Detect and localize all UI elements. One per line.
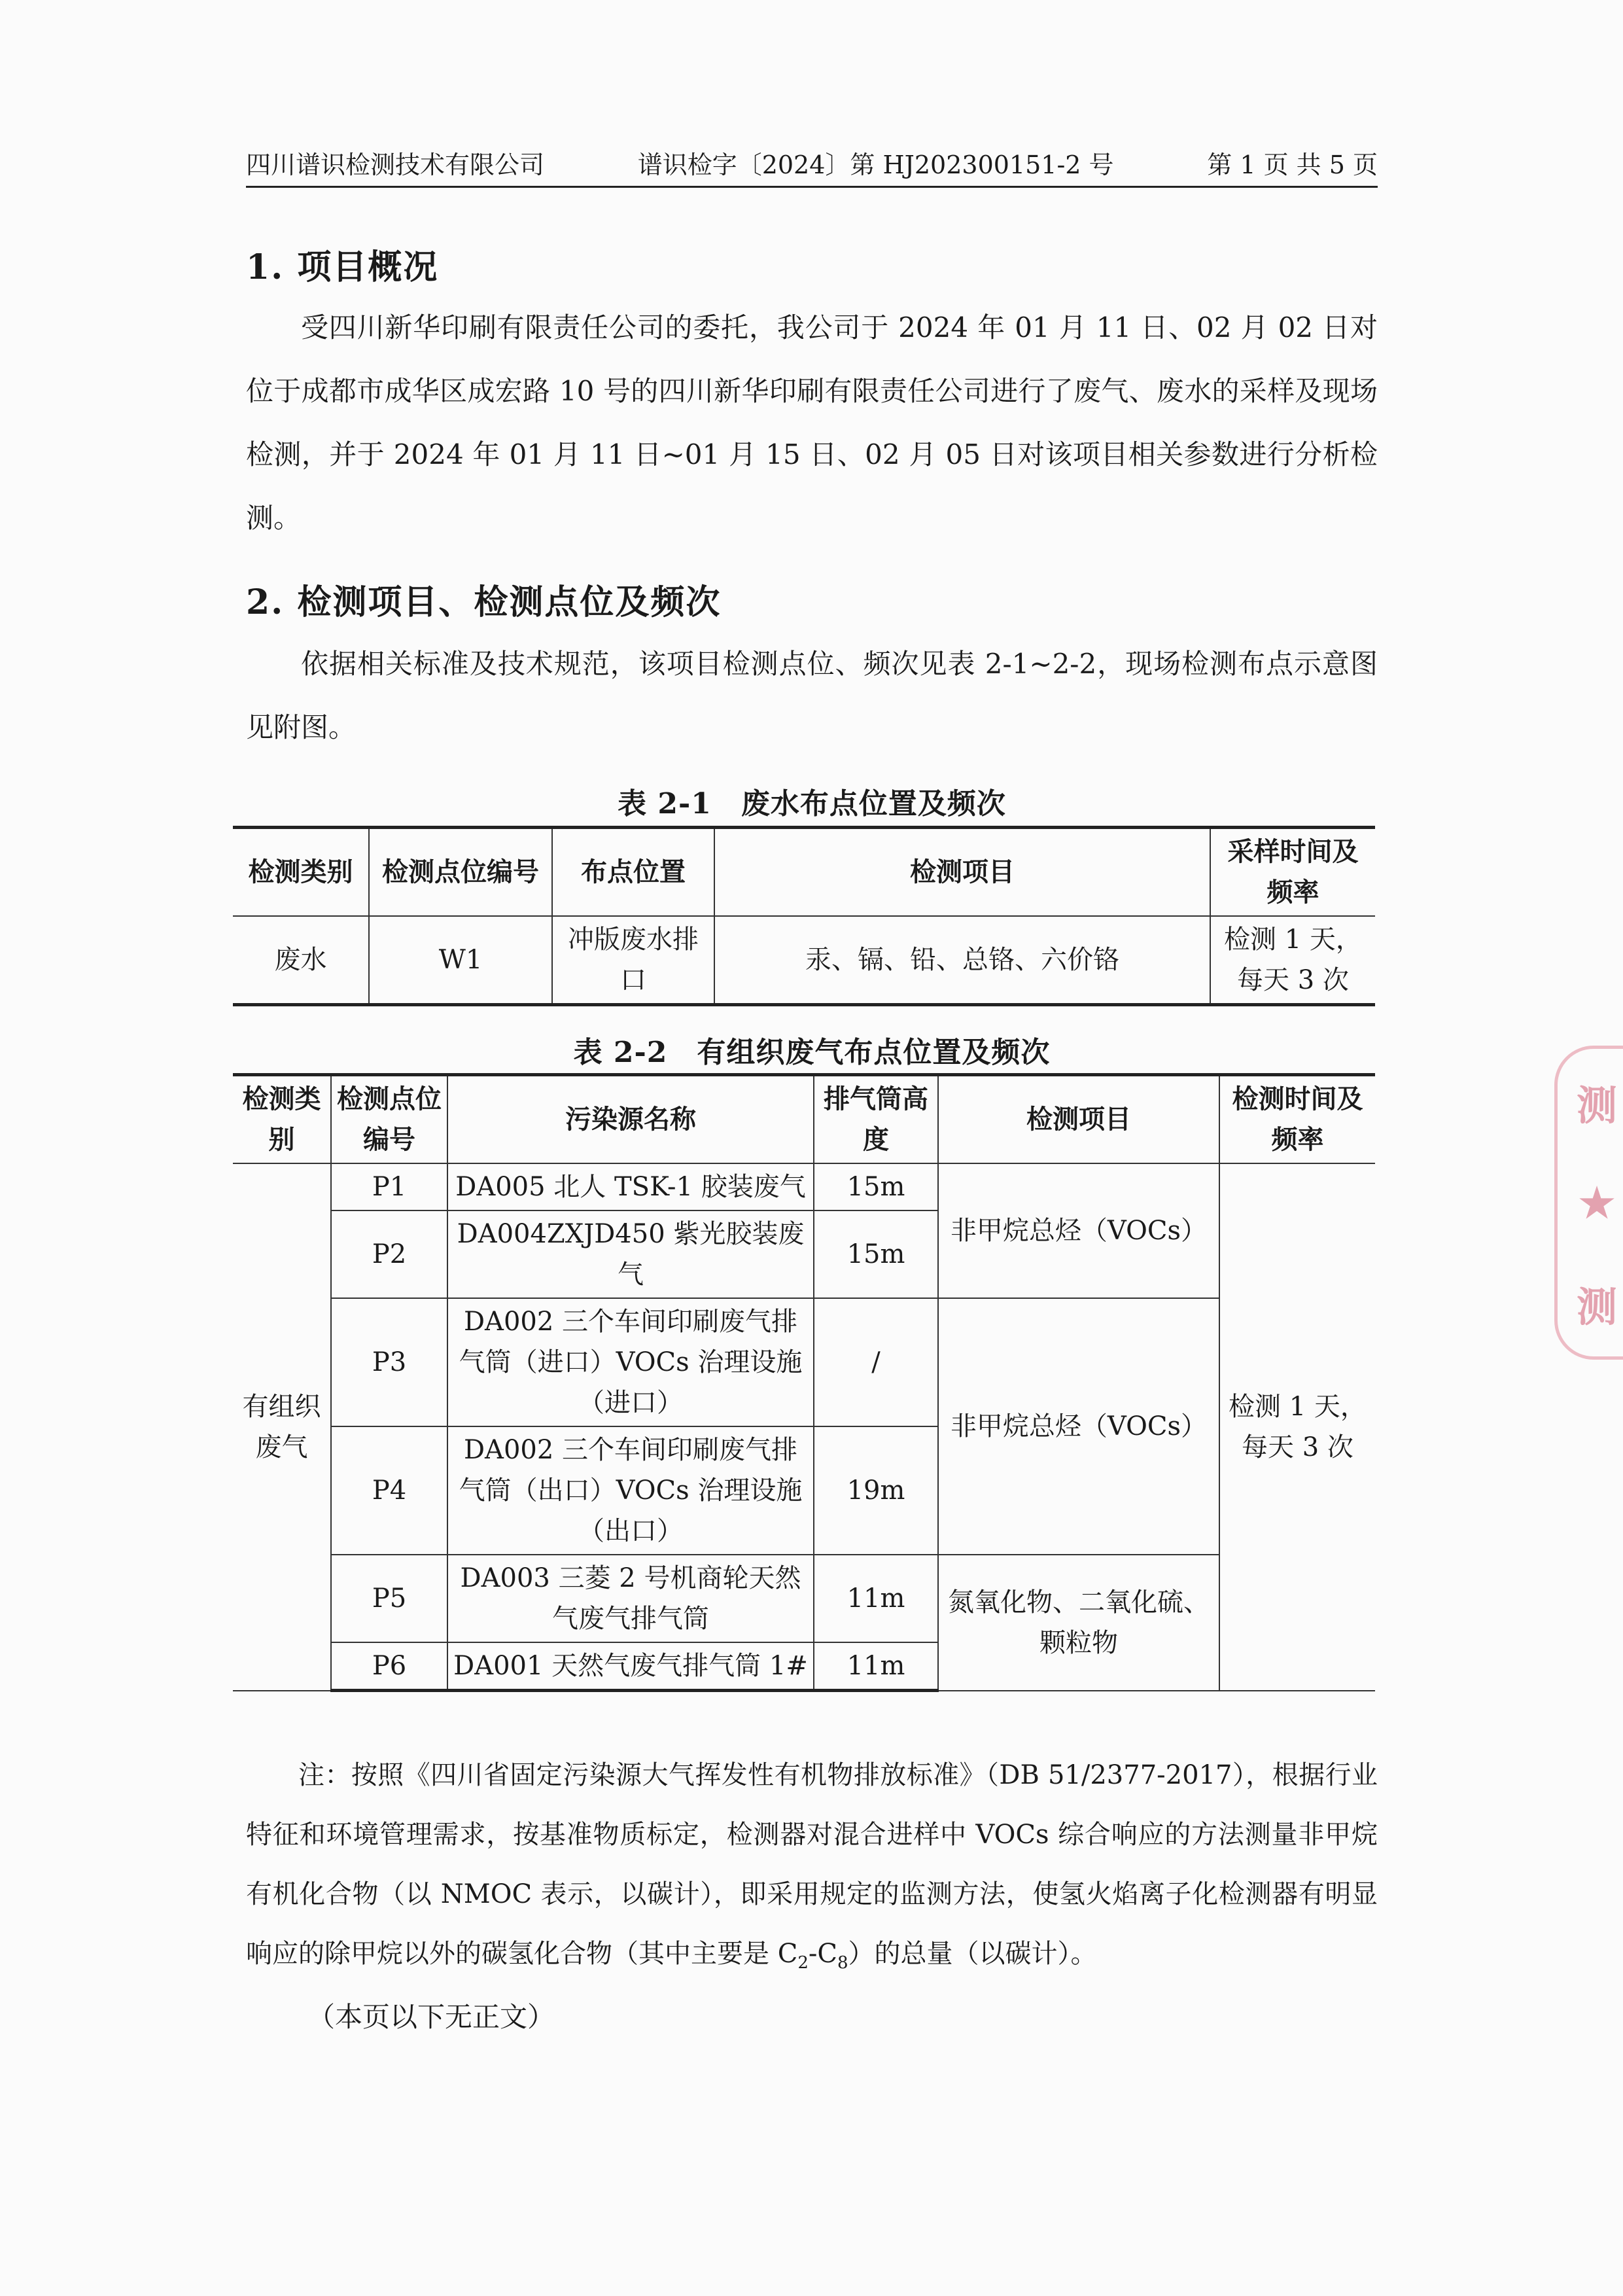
stack-height: 19m [814,1426,938,1555]
note-text-a: 注：按照《四川省固定污染源大气挥发性有机物排放标准》（DB 51/2377-2017），根据行业特征和环境管理需求，按基准物质标定，检测器对混合进样中 VOCs 综合响应的方法测量非甲烷有机化合物（以 NMOC 表示，以碳计），即采用规定的监测方法，使氢火焰离子化检测器有明显响应的除甲烷以外的碳氢化合物（其中主要是 C [246,1760,1378,1969]
point-id: P6 [331,1642,447,1691]
table-row [233,916,1375,1005]
section2-heading: 2. 检测项目、检测点位及频次 [246,582,722,622]
table2-header-row [233,1075,1375,1164]
stack-height: 11m [814,1555,938,1642]
table1-header: 检测类别 [233,828,369,917]
table-wastewater [233,826,1375,1006]
section1-body: 受四川新华印刷有限责任公司的委托，我公司于 2024 年 01 月 11 日、02 月 02 日对位于成都市成华区成宏路 10 号的四川新华印刷有限责任公司进行了废气、废水的采样及现场检测，并于 2024 年 01 月 11 日~01 月 15 日、02 月 05 日对该项目相关参数进行分析检测。 [246,311,1378,534]
table2-header: 排气筒高度 [814,1075,938,1164]
point-id: P4 [331,1426,447,1555]
table-organized-exhaust [233,1073,1375,1692]
page-header [246,140,1378,188]
end-of-text-marker: （本页以下无正文） [307,2001,555,2033]
table-row [233,1163,1375,1210]
point-id: P2 [331,1210,447,1298]
page-number: 第 1 页 共 5 页 [1207,150,1378,179]
table1-cell: 废水 [233,916,369,1005]
table1-cell: W1 [369,916,552,1005]
note-subscript-a: 2 [797,1953,809,1973]
report-number: 谱识检字〔2024〕第 HJ202300151-2 号 [637,150,1114,179]
table1-cell: 检测 1 天，每天 3 次 [1210,916,1375,1005]
point-id: P5 [331,1555,447,1642]
table1-header: 检测点位编号 [369,828,552,917]
table1-header: 检测项目 [714,828,1210,917]
table2-header: 检测时间及频率 [1219,1075,1375,1164]
table2-header: 污染源名称 [447,1075,814,1164]
frequency-cell: 检测 1 天，每天 3 次 [1219,1163,1375,1691]
table1-cell: 汞、镉、铅、总铬、六价铬 [714,916,1210,1005]
star-icon: ★ [1579,1178,1615,1227]
stack-height: 15m [814,1163,938,1210]
table1-header: 布点位置 [552,828,714,917]
table1-caption: 表 2-1 废水布点位置及频次 [618,787,1006,821]
source-name: DA003 三菱 2 号机商轮天然气废气排气筒 [447,1555,814,1642]
table-row [233,1298,1375,1426]
company-name: 四川谱识检测技术有限公司 [246,150,545,179]
source-name: DA004ZXJD450 紫光胶装废气 [447,1210,814,1298]
table2-header: 检测点位编号 [331,1075,447,1164]
section1-heading: 1. 项目概况 [246,247,439,287]
stack-height: 11m [814,1642,938,1691]
table1-header-row [233,828,1375,917]
source-name: DA002 三个车间印刷废气排气筒（出口）VOCs 治理设施（出口） [447,1426,814,1555]
stamp-char: 测 [1576,1081,1617,1129]
section2-body: 依据相关标准及技术规范，该项目检测点位、频次见表 2-1~2-2，现场检测布点示意图见附图。 [246,648,1378,743]
stamp-char: 测 [1576,1282,1617,1331]
table2-header: 检测项目 [938,1075,1219,1164]
stack-height: / [814,1298,938,1426]
note-text-b: ）的总量（以碳计）。 [848,1939,1097,1969]
table2-caption: 表 2-2 有组织废气布点位置及频次 [573,1036,1051,1069]
source-name: DA002 三个车间印刷废气排气筒（进口）VOCs 治理设施（进口） [447,1298,814,1426]
partial-seal-stamp [1554,1046,1623,1360]
test-items: 氮氧化物、二氧化硫、颗粒物 [938,1555,1219,1691]
category-cell: 有组织废气 [233,1163,331,1691]
note-dash: -C [808,1939,837,1969]
table-note [246,1746,1378,1993]
point-id: P1 [331,1163,447,1210]
note-subscript-b: 8 [837,1953,848,1973]
table2-header: 检测类别 [233,1075,331,1164]
test-items: 非甲烷总烃（VOCs） [938,1163,1219,1298]
test-items: 非甲烷总烃（VOCs） [938,1298,1219,1555]
table1-header: 采样时间及频率 [1210,828,1375,917]
source-name: DA005 北人 TSK-1 胶装废气 [447,1163,814,1210]
source-name: DA001 天然气废气排气筒 1# [447,1642,814,1691]
table-row [233,1555,1375,1642]
table1-cell: 冲版废水排口 [552,916,714,1005]
point-id: P3 [331,1298,447,1426]
stack-height: 15m [814,1210,938,1298]
